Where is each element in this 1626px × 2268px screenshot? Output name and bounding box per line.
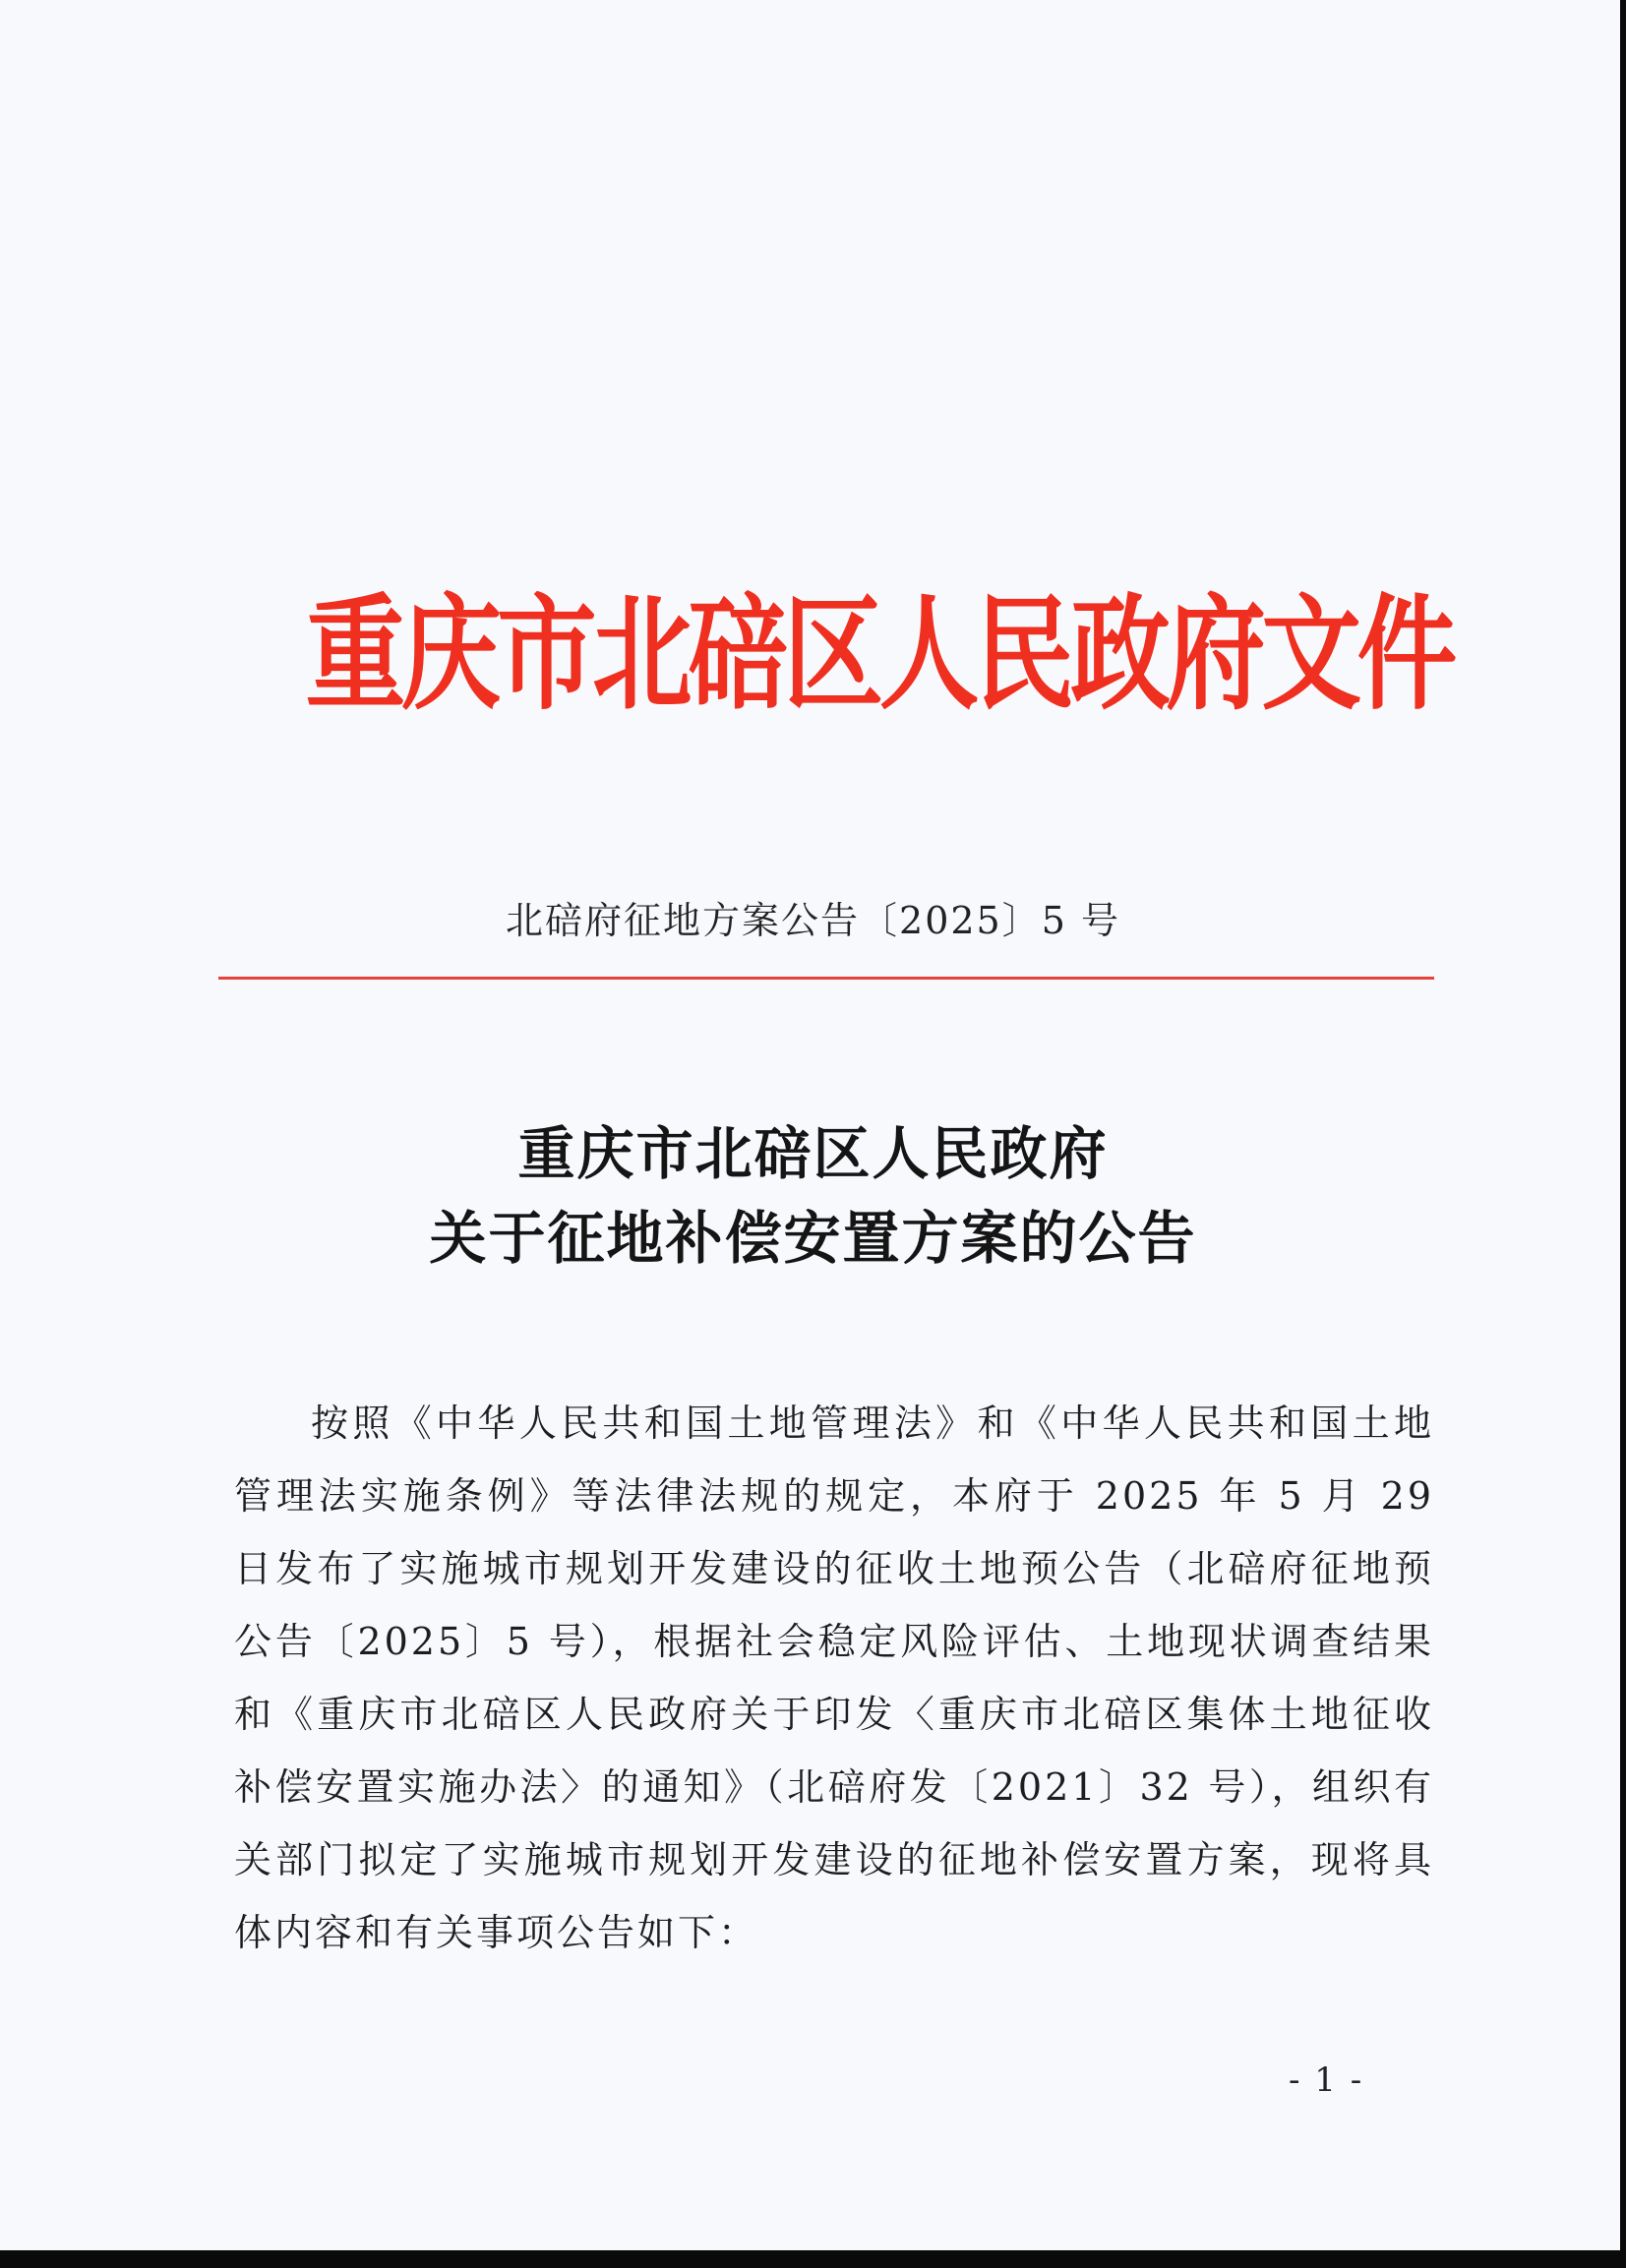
scan-edge-bottom: [0, 2250, 1626, 2268]
red-divider-line: [218, 977, 1434, 980]
document-number: 北碚府征地方案公告〔2025〕5 号: [506, 899, 1120, 942]
title-line-2: 关于征地补偿安置方案的公告: [429, 1205, 1197, 1272]
body-paragraph: 按照《中华人民共和国土地管理法》和《中华人民共和国土地管理法实施条例》等法律法规的规定，本府于 2025 年 5 月 29 日发布了实施城市规划开发建设的征收土地预公告（北碚府征地预公告〔2025〕5 号），根据社会稳定风险评估、土地现状调查结果和《重庆市北碚区人民政府关于印发〈重庆市北碚区集体土地征收补偿安置实施办法〉的通知》（北碚府发〔2021〕32 号），组织有关部门拟定了实施城市规划开发建设的征地补偿安置方案，现将具体内容和有关事项公告如下：: [234, 1402, 1434, 1954]
document-title: [0, 1111, 1626, 1281]
page-number: - 1 -: [1289, 2060, 1364, 2100]
document-masthead: 重庆市北碚区人民政府文件: [305, 581, 1453, 727]
title-line-1: 重庆市北碚区人民政府: [517, 1120, 1109, 1187]
